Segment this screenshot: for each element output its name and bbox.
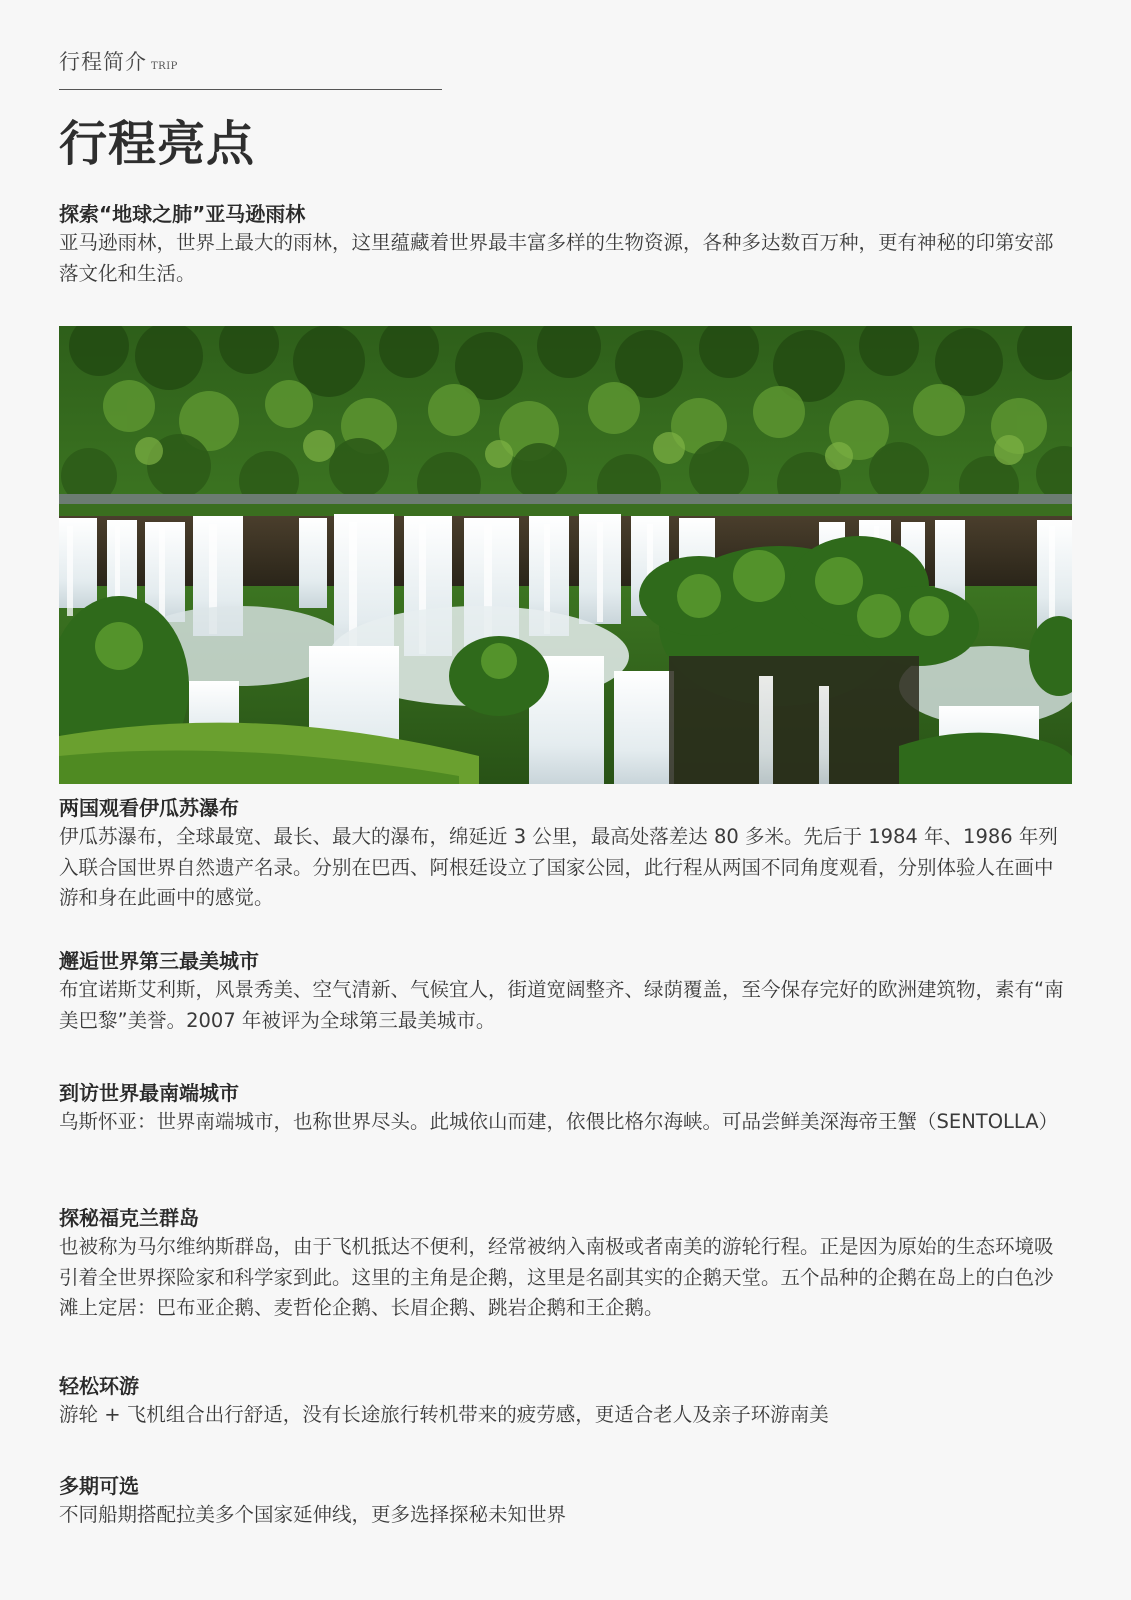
header-title-en: TRIP: [151, 61, 178, 72]
iguazu-falls-photo: [59, 326, 1072, 784]
highlight-title: 轻松环游: [59, 1374, 139, 1398]
highlight-title: 两国观看伊瓜苏瀑布: [59, 796, 239, 820]
highlight-body: 不同船期搭配拉美多个国家延伸线，更多选择探秘未知世界: [59, 1503, 567, 1526]
highlight-body: 亚马逊雨林，世界上最大的雨林，这里蕴藏着世界最丰富多样的生物资源，各种多达数百万种，更有神秘的印第安部落文化和生活。: [59, 231, 1054, 285]
highlight-title: 探秘福克兰群岛: [59, 1206, 199, 1230]
highlight-amazon: [59, 200, 1072, 289]
highlight-buenos-aires: [59, 947, 1072, 1036]
highlight-title: 到访世界最南端城市: [59, 1081, 239, 1105]
highlight-body: 伊瓜苏瀑布，全球最宽、最长、最大的瀑布，绵延近 3 公里，最高处落差达 80 多米。先后于 1984 年、1986 年列入联合国世界自然遗产名录。分别在巴西、阿根廷设立了国家公园，此行程从两国不同角度观看，分别体验人在画中游和身在此画中的感觉。: [59, 825, 1058, 909]
header-title-cn: 行程简介: [59, 50, 147, 74]
highlight-body: 也被称为马尔维纳斯群岛，由于飞机抵达不便利，经常被纳入南极或者南美的游轮行程。正是因为原始的生态环境吸引着全世界探险家和科学家到此。这里的主角是企鹅，这里是名副其实的企鹅天堂。五个品种的企鹅在岛上的白色沙滩上定居：巴布亚企鹅、麦哲伦企鹅、长眉企鹅、跳岩企鹅和王企鹅。: [59, 1235, 1054, 1319]
highlight-body: 布宜诺斯艾利斯，风景秀美、空气清新、气候宜人，街道宽阔整齐、绿荫覆盖，至今保存完好的欧洲建筑物，素有“南美巴黎”美誉。2007 年被评为全球第三最美城市。: [59, 978, 1064, 1032]
highlight-title: 探索“地球之肺”亚马逊雨林: [59, 202, 306, 226]
highlight-body: 游轮 + 飞机组合出行舒适，没有长途旅行转机带来的疲劳感，更适合老人及亲子环游南美: [59, 1403, 829, 1426]
highlight-multiple-dates: [59, 1472, 1072, 1531]
page-title: 行程亮点: [59, 116, 256, 172]
section-header: [59, 46, 442, 90]
highlight-iguazu: [59, 794, 1072, 914]
highlight-title: 邂逅世界第三最美城市: [59, 949, 259, 973]
highlight-title: 多期可选: [59, 1474, 139, 1498]
highlight-ushuaia: [59, 1079, 1072, 1138]
highlight-body: 乌斯怀亚：世界南端城市，也称世界尽头。此城依山而建，依偎比格尔海峡。可品尝鲜美深海帝王蟹（SENTOLLA）: [59, 1110, 1059, 1133]
highlight-easy-travel: [59, 1372, 1072, 1431]
document-page: [59, 0, 1072, 1600]
highlight-falklands: [59, 1204, 1072, 1324]
